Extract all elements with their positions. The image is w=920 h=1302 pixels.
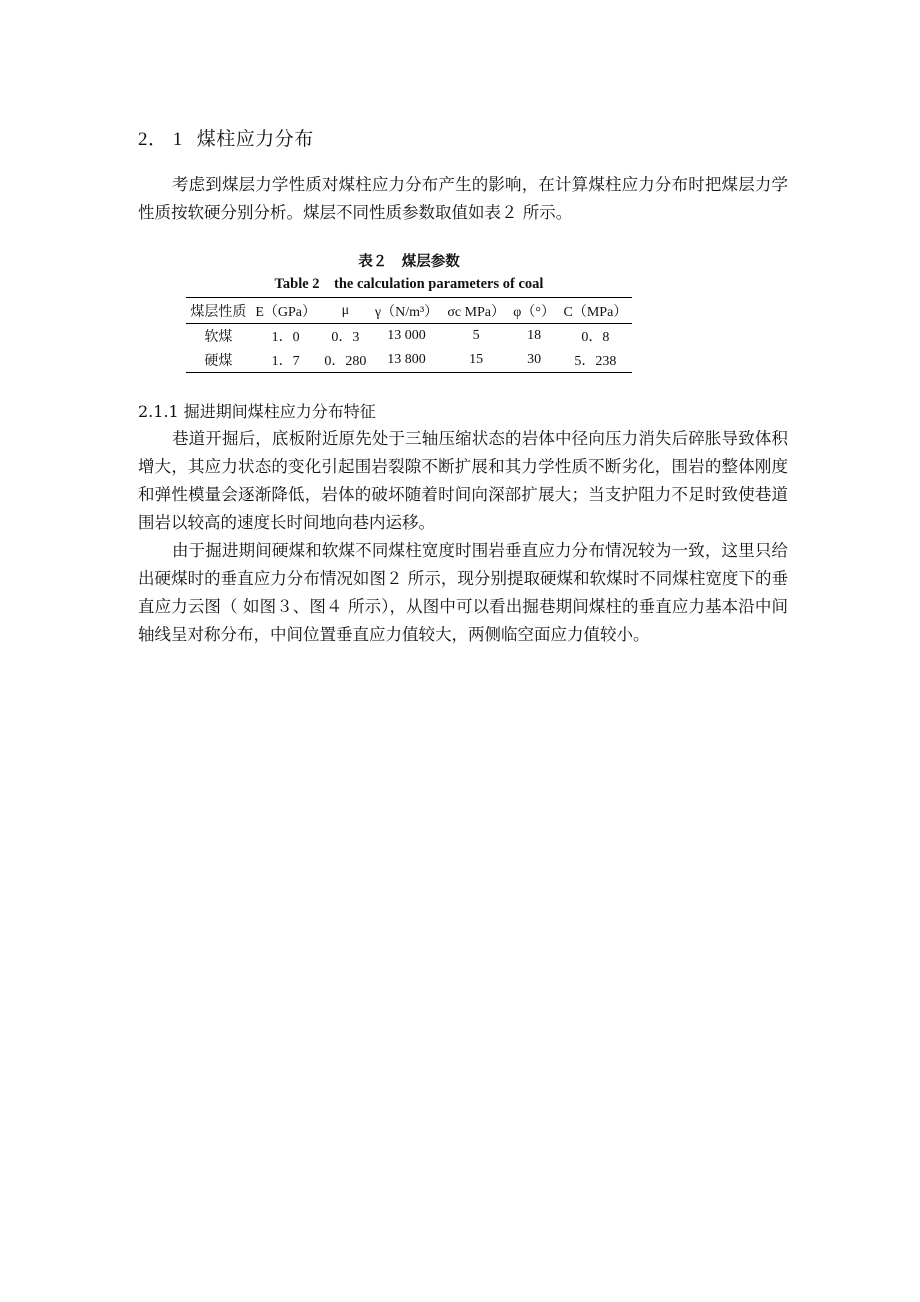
table-row: [186, 324, 632, 349]
subsection-heading: 2.1.1 掘进期间煤柱应力分布特征: [138, 402, 376, 421]
table-cell: 0．3: [331, 330, 360, 345]
table-caption-english: Table 2 the calculation parameters of coal: [274, 276, 544, 292]
table-cell: 硬煤: [186, 348, 251, 373]
header-property: 煤层性质: [186, 298, 251, 324]
table-cell: 13 800: [370, 348, 443, 373]
header-elastic-modulus: E（GPa）: [251, 298, 321, 324]
stress-distribution-paragraph: 由于掘进期间硬煤和软煤不同煤柱宽度时围岩垂直应力分布情况较为一致，这里只给出硬煤时的垂直应力分布情况如图２ 所示，现分别提取硬煤和软煤时不同煤柱宽度下的垂直应力云图（ 如图３、图４ 所示），从图中可以看出掘巷期间煤柱的垂直应力基本沿中间轴线呈对称分布，中间位置垂直应力值较大，两侧临空面应力值较小。: [138, 541, 788, 644]
table-header-row: [186, 298, 632, 324]
table-cell: 0．280: [321, 348, 371, 373]
header-compressive-strength: σc MPa）: [443, 298, 510, 324]
header-unit-weight: γ（N/m³）: [370, 298, 443, 324]
table-cell: 软煤: [204, 330, 233, 345]
table-cell: 1．0: [271, 330, 300, 345]
header-cohesion: C（MPa）: [559, 298, 632, 324]
section-number: 2． 1: [138, 129, 183, 150]
header-poisson-ratio: μ: [321, 298, 371, 324]
table-cell: 5．238: [559, 348, 632, 373]
section-title-text: 煤柱应力分布: [196, 128, 314, 150]
table-cell: 30: [509, 348, 558, 373]
table-row: [186, 348, 632, 373]
excavation-paragraph: 巷道开掘后，底板附近原先处于三轴压缩状态的岩体中径向压力消失后碎胀导致体积增大，其应力状态的变化引起围岩裂隙不断扩展和其力学性质不断劣化，围岩的整体刚度和弹性模量会逐渐降低，岩体的破坏随着时间向深部扩展大；当支护阻力不足时致使巷道围岩以较高的速度长时间地向巷内运移。: [138, 429, 788, 532]
table-cell: 15: [443, 348, 510, 373]
table-cell: 5: [472, 328, 480, 343]
table-cell: 0．8: [581, 330, 610, 345]
table-caption-chinese: 表２ 煤层参数: [358, 254, 460, 270]
table-cell: 18: [527, 328, 542, 343]
table-cell: 13 000: [387, 328, 426, 343]
intro-paragraph: 考虑到煤层力学性质对煤柱应力分布产生的影响，在计算煤柱应力分布时把煤层力学性质按软硬分别分析。煤层不同性质参数取值如表２ 所示。: [138, 175, 788, 222]
coal-parameters-table: [186, 297, 632, 373]
header-friction-angle: φ（°）: [509, 298, 558, 324]
table-cell: 1．7: [251, 348, 321, 373]
section-heading: [138, 124, 314, 151]
